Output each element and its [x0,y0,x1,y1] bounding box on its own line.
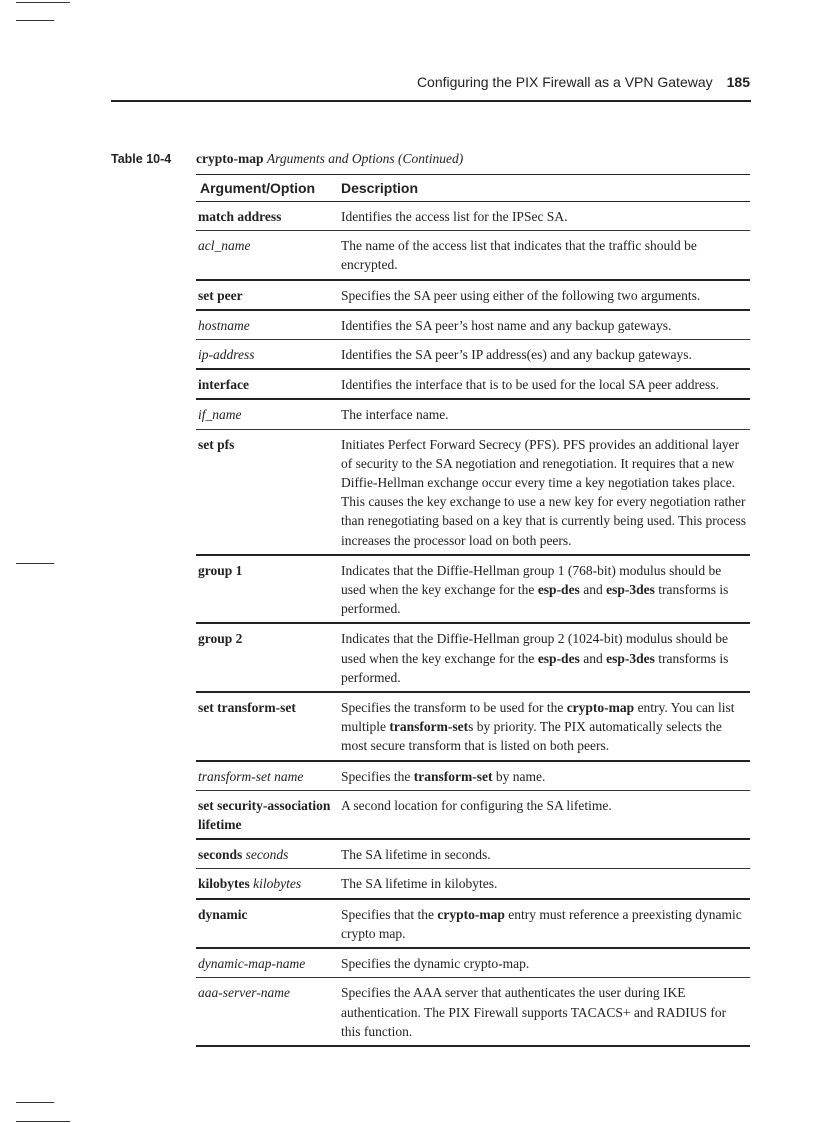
row-argument: acl_name [198,238,251,254]
desc-text: s by priority. The PIX automatically selects the most secure transform that is listed on both peers. [341,719,722,754]
desc-keyword: esp-des [537,582,580,598]
desc-keyword: crypto-map [437,906,505,922]
desc-text: transforms is performed. [341,650,729,685]
row-argument: set pfs [198,436,235,452]
row-argument: dynamic [198,906,248,922]
row-argument: group 2 [198,631,243,647]
row-description [341,629,750,687]
row-argument: set transform-set [198,700,296,716]
desc-text: entry. You can list multiple [341,700,735,735]
table-row [196,281,750,311]
caption-text: Arguments and Options (Continued) [266,151,464,166]
row-description: A second location for configuring the SA lifetime. [341,797,612,813]
crop-mark [16,563,54,564]
desc-text: Specifies the transform to be used for the [341,700,567,716]
page-number: 185 [726,74,750,90]
desc-keyword: esp-3des [606,582,655,598]
table-row [196,978,750,1047]
row-argument: hostname [198,317,250,333]
table-row [196,400,750,429]
table-row [196,311,750,340]
table-row [196,762,750,791]
row-description: Identifies the SA peer’s host name and any backup gateways. [341,317,672,333]
table-row [196,840,750,869]
row-description [341,561,750,619]
running-head [417,74,750,90]
table-row [196,340,750,370]
header-description: Description [341,180,419,196]
row-argument: interface [198,377,249,393]
arg-keyword: seconds [198,847,243,863]
row-argument: set security-association lifetime [198,797,331,833]
table-row [196,430,750,556]
header-rule [111,100,751,102]
desc-text: Indicates that the Diffie-Hellman group 1 (768-bit) modulus should be used when the key exchange for the [341,562,722,598]
row-description: The interface name. [341,407,449,423]
desc-keyword: transform-set [413,768,493,784]
running-head-title: Configuring the PIX Firewall as a VPN Gateway [416,74,713,90]
row-argument: ip-address [198,347,255,363]
caption-command: crypto-map [196,151,264,166]
desc-text: and [579,650,607,666]
row-description: The name of the access list that indicates that the traffic should be encrypted. [341,238,697,273]
arg-variable: seconds [245,847,289,863]
table-row [196,202,750,231]
crop-mark [16,1121,70,1122]
row-description: Specifies the SA peer using either of the following two arguments. [341,287,701,303]
table-row [196,556,750,625]
desc-keyword: transform-set [389,719,469,735]
arguments-table [196,174,750,1047]
table-row [196,791,750,840]
row-argument: if_name [198,407,242,423]
desc-text: transforms is performed. [341,582,729,617]
table-row [196,693,750,762]
table-caption [196,151,463,167]
table-row [196,900,750,949]
row-description: The SA lifetime in seconds. [341,847,491,863]
row-argument: match address [198,209,282,224]
arg-keyword: kilobytes [198,876,250,892]
table-label: Table 10-4 [111,152,172,166]
desc-text: Specifies that the [341,906,438,922]
table-row [196,370,750,400]
table-row [196,624,750,693]
row-description [341,905,750,943]
table-row [196,949,750,978]
row-description [341,767,750,786]
row-description: Identifies the SA peer’s IP address(es) and any backup gateways. [341,347,692,363]
crop-mark [16,2,70,3]
row-argument: dynamic-map-name [198,956,306,972]
table-row [196,869,750,899]
row-argument: set peer [198,287,243,303]
desc-keyword: esp-des [537,650,580,666]
desc-text: Specifies the [341,768,414,784]
row-description: The SA lifetime in kilobytes. [341,876,498,892]
desc-keyword: crypto-map [566,700,635,716]
row-argument: transform-set name [198,768,304,784]
arg-variable: kilobytes [253,876,302,892]
desc-text: by name. [492,768,546,784]
row-argument: aaa-server-name [198,985,290,1001]
row-description: Specifies the dynamic crypto-map. [341,956,530,972]
desc-text: and [579,582,607,598]
row-argument: group 1 [198,562,243,578]
row-description: Identifies the interface that is to be used for the local SA peer address. [341,377,719,393]
desc-text: entry must reference a preexisting dynamic crypto map. [341,906,742,941]
row-description: Initiates Perfect Forward Secrecy (PFS). PFS provides an additional layer of security to the SA negotiation and renegotiation. It requires that a new Diffie-Hellman exchange occur every time a key negotiation takes place. This causes the key exchange to use a new key for every negotiation rather than renegotiating based on a key that is currently being used. This process increases the processor load on both peers. [341,436,747,548]
row-description: Specifies the AAA server that authenticates the user during IKE authentication. The PIX Firewall supports TACACS+ and RADIUS for this function. [341,985,727,1039]
desc-keyword: esp-3des [606,650,655,666]
crop-mark [16,1102,54,1103]
row-argument [196,874,341,893]
header-argument: Argument/Option [200,180,316,196]
table-row [196,231,750,280]
row-argument [196,845,341,864]
row-description [341,698,750,756]
crop-mark [16,20,54,21]
row-description: Identifies the access list for the IPSec SA. [341,209,568,224]
table-header [196,174,750,202]
desc-text: Indicates that the Diffie-Hellman group 2 (1024-bit) modulus should be used when the key exchange for the [341,631,729,666]
